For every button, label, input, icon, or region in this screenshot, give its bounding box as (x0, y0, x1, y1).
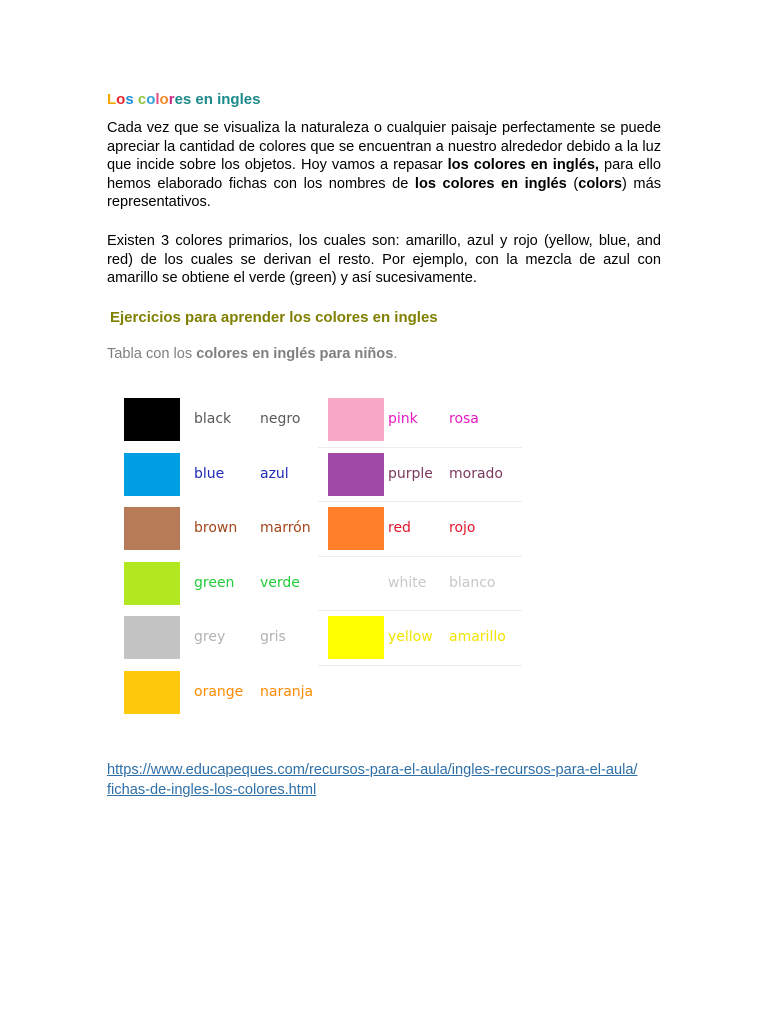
source-link-line-2[interactable]: fichas-de-ingles-los-colores.html (107, 782, 317, 798)
color-name-spanish: amarillo (449, 629, 506, 645)
color-entry-brown (114, 501, 318, 556)
color-name-spanish: marrón (260, 520, 311, 536)
color-swatch-purple (328, 453, 384, 496)
color-name-english: grey (194, 629, 226, 645)
intro-bold-3: colors (578, 175, 623, 192)
color-name-spanish: blanco (449, 574, 496, 591)
color-name-english: purple (388, 465, 433, 482)
color-entry-orange (114, 665, 318, 720)
color-entry-grey (114, 610, 318, 665)
color-name-english: yellow (388, 629, 433, 645)
color-entry-green (114, 556, 318, 611)
color-name-spanish: rojo (449, 520, 476, 536)
intro-text-3: ( (566, 175, 579, 192)
table-row (114, 610, 522, 665)
color-swatch-orange (124, 671, 180, 714)
table-row (114, 556, 522, 611)
color-name-spanish: rosa (449, 411, 479, 427)
color-name-english: pink (388, 411, 418, 427)
color-entry-black (114, 392, 318, 447)
title-letter: o (159, 91, 169, 108)
table-row (114, 392, 522, 447)
color-entry-purple (318, 447, 522, 502)
table-row (114, 665, 522, 720)
caption-bold: colores en inglés para niños (196, 346, 394, 362)
title-letter: L (107, 91, 117, 108)
intro-paragraph (107, 119, 661, 212)
caption-post: . (393, 346, 398, 362)
intro-text-4: ) más representativos. (107, 175, 661, 211)
table-row (114, 447, 522, 502)
color-name-english: orange (194, 683, 244, 700)
color-name-english: white (388, 574, 427, 591)
color-name-english: black (194, 411, 232, 427)
color-name-spanish: naranja (260, 683, 314, 700)
color-name-spanish: azul (260, 465, 289, 482)
title-letter: es en ingles (174, 91, 261, 108)
color-name-english: red (388, 520, 411, 536)
caption-pre: Tabla con los (107, 346, 197, 362)
color-name-english: brown (194, 520, 238, 536)
color-swatch-white (328, 562, 384, 605)
color-name-spanish: gris (260, 629, 286, 645)
color-swatch-red (328, 507, 384, 550)
color-swatch-pink (328, 398, 384, 441)
table-row (114, 501, 522, 556)
intro-text-2: para ello hemos elaborado fichas con los nombres de (107, 157, 661, 192)
title-letter: c (137, 91, 147, 108)
source-link[interactable] (107, 760, 667, 800)
color-entry-yellow (318, 610, 522, 665)
color-entry-blue (114, 447, 318, 502)
page-title (107, 91, 260, 108)
title-letter: l (155, 91, 160, 108)
intro-bold-1: los colores en inglés, (447, 157, 599, 174)
color-entry-white (318, 556, 522, 611)
color-swatch-brown (124, 507, 180, 550)
intro-text-1: Cada vez que se visualiza la naturaleza o cualquier paisaje perfectamente se puede apreciar la cantidad de colores que se encuentran a nuestro alrededor debido a la luz que incide sobre los objetos. Hoy vamos a repasar (107, 120, 661, 174)
color-swatch-blue (124, 453, 180, 496)
exercises-heading: Ejercicios para aprender los colores en ingles (110, 309, 438, 326)
color-entry-pink (318, 392, 522, 447)
title-letter: o (116, 91, 126, 108)
table-caption (107, 346, 397, 362)
color-name-english: blue (194, 465, 225, 482)
color-swatch-green (124, 562, 180, 605)
title-letter: r (168, 91, 175, 108)
title-letter: o (146, 91, 156, 108)
color-swatch-black (124, 398, 180, 441)
color-entry-red (318, 501, 522, 556)
source-link-line-1[interactable]: https://www.educapeques.com/recursos-para-el-aula/ingles-recursos-para-el-aula/ (107, 762, 638, 778)
color-swatch-grey (124, 616, 180, 659)
color-swatch-yellow (328, 616, 384, 659)
title-letter: s (125, 91, 138, 108)
color-name-spanish: negro (260, 411, 301, 427)
color-name-spanish: morado (449, 465, 503, 482)
color-name-english: green (194, 574, 235, 591)
color-name-spanish: verde (260, 574, 300, 591)
primary-colors-paragraph: Existen 3 colores primarios, los cuales son: amarillo, azul y rojo (yellow, blue, and red) de los cuales se derivan el resto. Por ejemplo, con la mezcla de azul con amarillo se obtiene el verde (green) y así sucesivamente. (107, 233, 661, 287)
intro-bold-2: los colores en inglés (414, 175, 567, 192)
